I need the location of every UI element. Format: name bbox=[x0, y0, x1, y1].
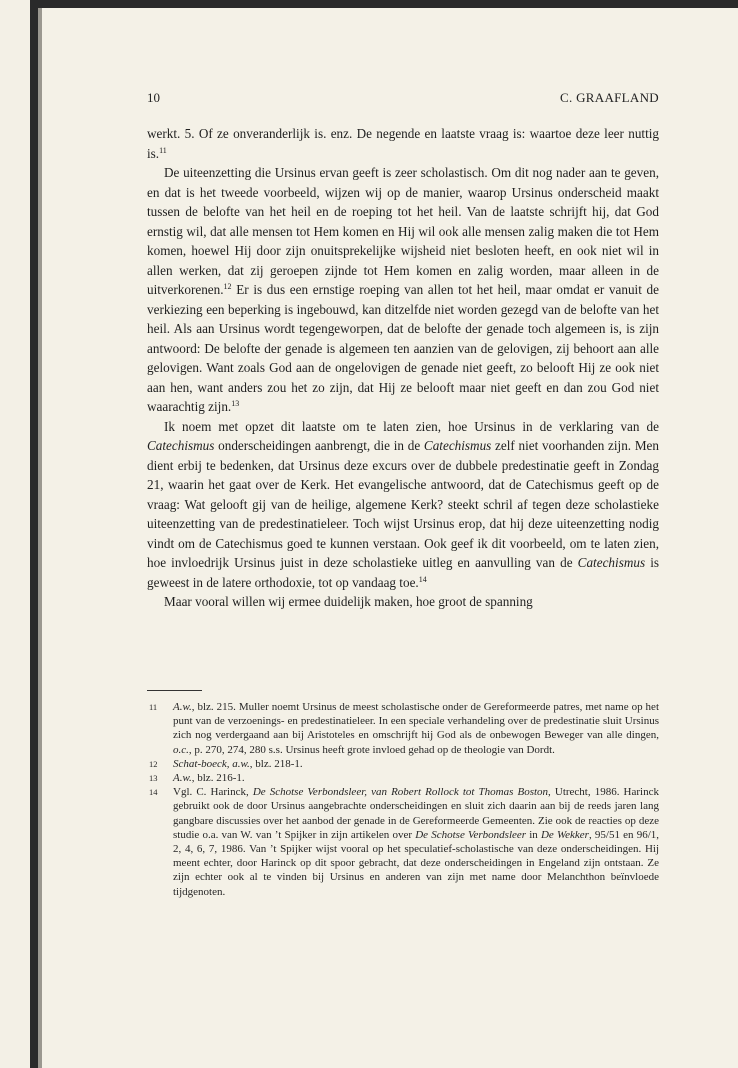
footnote-number: 12 bbox=[149, 758, 158, 769]
footnote-11 bbox=[147, 700, 659, 757]
footnote-14-text-b: , Utrecht, 1986. Harinck gebruikt ook de door Ursinus aangebrachte onderscheidingen en sluit zich daarin aan bij de reeds jaren lang gangbare discussies over het aanbod der genade in de Gereformeerde Gemeenten. Zie ook de reacties op deze studie o.a. van W. van ’t Spijker in zijn artikelen over bbox=[173, 786, 659, 841]
scan-border-left bbox=[30, 0, 38, 1068]
paragraph-4: Maar vooral willen wij ermee duidelijk maken, hoe groot de spanning bbox=[164, 594, 533, 609]
scan-border-top bbox=[30, 0, 738, 8]
footnote-14-italic-2: De Schotse Verbondsleer bbox=[415, 828, 527, 841]
footnote-12-text: , blz. 218-1. bbox=[249, 757, 303, 770]
paragraph-3-text-c: zelf niet voorhanden zijn. Men dient erbij te bedenken, dat Ursinus deze excurs over de dubbele predestinatie geeft in Zondag 21, waarin het gaat over de Kerk. Het evangelische antwoord, dat de Catechismus geeft op de vraag: Wat gelooft gij van de heilige, algemene Kerk? steekt schril af tegen deze scholastieke uiteenzetting van de predestinatieleer. Toch wijst Ursinus erop, dat hij deze uiteenzetting nodig vindt om de Catechismus goed te kunnen verstaan. Ook geef ik dit voorbeeld, om te laten zien, hoe invloedrijk Ursinus juist in deze scholastieke uitleg en aanvulling van de bbox=[147, 438, 659, 570]
footnote-14-italic-1: De Schotse Verbondsleer, van Robert Rollock tot Thomas Boston bbox=[252, 786, 549, 799]
page-number: 10 bbox=[147, 90, 160, 105]
footnote-14-text-d: , 95/51 en 96/1, 2, 4, 6, 7, 1986. Van ’t Spijker wijst vooral op het speculatief-scholastische van deze onderscheidingen. Hij meent echter, door Harinck op dit spoor gebracht, dat deze onderscheidingen in Engeland zijn ontstaan. Ze zijn echter ook al te vinden bij Ursinus en anderen van zijn met name door Melanchthon beïnvloede tijdgenoten. bbox=[173, 828, 660, 898]
footnote-12 bbox=[147, 757, 659, 771]
footnote-14-text-c: in bbox=[526, 828, 541, 841]
paragraph-3-text-d: is geweest in de latere orthodoxie, tot op vandaag toe. bbox=[147, 555, 660, 590]
footnote-ref-12: 12 bbox=[223, 282, 232, 291]
footnote-14 bbox=[147, 785, 659, 899]
paragraph-3-text-b: onderscheidingen aanbrengt, die in de bbox=[214, 438, 424, 453]
footnote-13-italic: A.w. bbox=[173, 772, 192, 785]
footnotes bbox=[147, 700, 659, 899]
footnote-11-text-a: , blz. 215. Muller noemt Ursinus de meest scholastische onder de Gereformeerde patres, met name op het punt van de verzoenings- en predestinatieleer. In een speciale verhandeling over de predestinatie sluit Ursinus zich nog verdergaand aan bij Aristoteles en omschrijft hij God als de onbewogen Beweger van alle dingen, bbox=[173, 701, 659, 742]
footnote-ref-14: 14 bbox=[418, 574, 427, 584]
footnote-ref-13: 13 bbox=[231, 399, 240, 408]
footnote-separator bbox=[147, 690, 202, 691]
running-head: C. GRAAFLAND bbox=[560, 90, 659, 105]
paragraph-3 bbox=[147, 417, 659, 593]
paragraph-2-text-a: De uiteenzetting die Ursinus ervan geeft is zeer scholastisch. Om dit nog nader aan te geven, en dat is het tweede voorbeeld, wijzen wij op de manier, waarop Ursinus onderscheid maakt tussen de belofte van het heil en de roeping tot het heil. Van de laatste schrijft hij, dat God ernstig wil, dat alle mensen tot Hem komen en Hij wil ook alle mensen zalig maken die tot Hem komen, hoewel Hij door zijn onuitsprekelijke wijsheid niet besloten heeft, en ook niet wil in allen werken, dat zij geroepen zijnde tot Hem komen en zalig worden, maar alleen in de uitverkorenen. bbox=[147, 165, 659, 297]
footnote-12-italic: Schat-boeck, a.w. bbox=[173, 757, 250, 770]
footnote-13-text: , blz. 216-1. bbox=[191, 772, 245, 785]
body-text bbox=[147, 124, 659, 612]
page-header bbox=[147, 90, 659, 108]
footnote-11-italic-1: A.w. bbox=[173, 701, 192, 713]
footnote-14-italic-3: De Wekker bbox=[540, 828, 589, 841]
footnote-number: 11 bbox=[149, 702, 158, 712]
paragraph-2-text-b: Er is dus een ernstige roeping van allen tot het heil, maar omdat er vanuit de verkiezing een beperking is ingebouwd, kan ditzelfde niet worden gezegd van de belofte van het heil. Als aan Ursinus wordt tegengeworpen, dat de belofte der genade toch algemeen is, is zijn antwoord: De belofte der genade is algemeen ten aanzien van de gelovigen, zij behoort aan alle gelovigen. Want zoals God aan de ongelovigen de genade niet geeft, zo belooft Hij ze ook niet aan hen, want anders zou het zo zijn, dat Hij ze belooft maar niet geeft en dan zou God niet waarachtig zijn. bbox=[147, 282, 659, 414]
footnote-ref-11: 11 bbox=[159, 145, 167, 155]
paragraph-3-italic-1: Catechismus bbox=[147, 438, 215, 453]
footnote-11-text-b: , p. 270, 274, 280 s.s. Ursinus heeft grote invloed gehad op de theologie van Dordt. bbox=[188, 743, 555, 756]
footnote-13 bbox=[147, 771, 659, 785]
paragraph-1 bbox=[147, 124, 659, 163]
paragraph-3-italic-2: Catechismus bbox=[423, 438, 492, 453]
paragraph-1-text: werkt. 5. Of ze onveranderlijk is. enz. De negende en laatste vraag is: waartoe deze leer nuttig is. bbox=[147, 126, 659, 161]
footnote-11-italic-2: o.c. bbox=[173, 743, 189, 756]
footnote-number: 14 bbox=[149, 787, 158, 798]
footnote-number: 13 bbox=[149, 773, 158, 784]
paragraph-3-text-a: Ik noem met opzet dit laatste om te laten zien, hoe Ursinus in de verklaring van de bbox=[164, 418, 659, 434]
footnote-14-text-a: Vgl. C. Harinck, bbox=[173, 786, 253, 799]
paragraph-3-italic-3: Catechismus bbox=[577, 555, 646, 570]
paragraph-2 bbox=[147, 163, 659, 417]
